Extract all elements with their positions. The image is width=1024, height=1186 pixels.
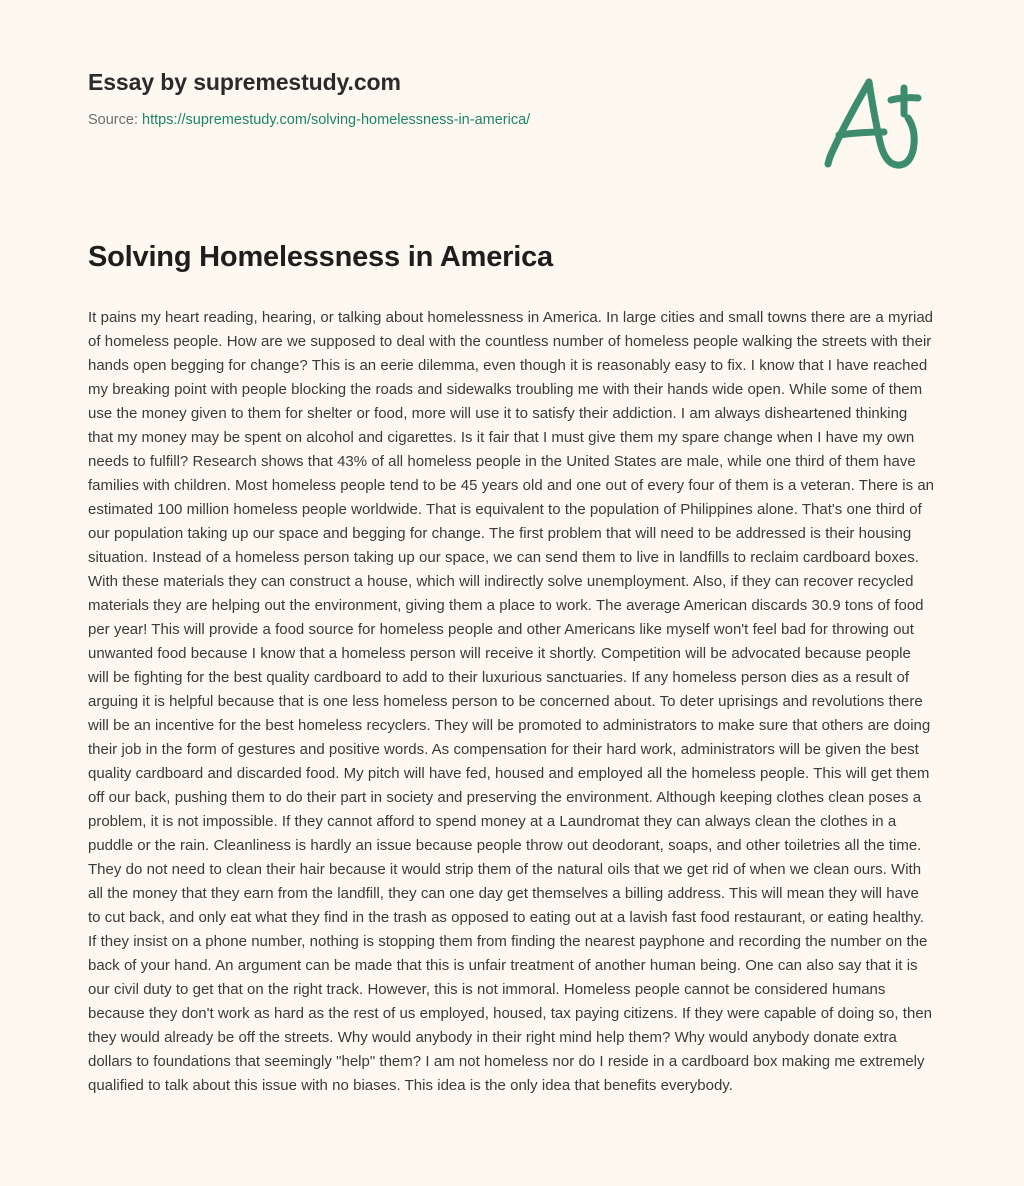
source-url-link[interactable]: https://supremestudy.com/solving-homelessness-in-america/ xyxy=(142,112,531,128)
article-title: Solving Homelessness in America xyxy=(88,241,553,273)
article xyxy=(88,238,938,1098)
a-plus-logo-icon xyxy=(812,72,930,176)
source-label: Source: xyxy=(88,112,138,128)
brand-block xyxy=(88,68,788,130)
document-header xyxy=(0,0,1024,200)
source-line xyxy=(88,110,788,130)
article-body-text: It pains my heart reading, hearing, or talking about homelessness in America. In large cities and small towns there are a myriad of homeless people. How are we supposed to deal with the countless number of homeless people walking the streets with their hands open begging for change? This is an eerie dilemma, even though it is reasonably easy to fix. I know that I have reached my breaking point with people blocking the roads and sidewalks troubling me with their hands wide open. While some of them use the money given to them for shelter or food, more will use it to satisfy their addiction. I am always disheartened thinking that my money may be spent on alcohol and cigarettes. Is it fair that I must give them my spare change when I have my own needs to fulfill? Research shows that 43% of all homeless people in the United States are male, while one third of them have families with children. Most homeless people tend to be 45 years old and one out of every four of them is a veteran. There is an estimated 100 million homeless people worldwide. That is equivalent to the population of Philippines alone. That's one third of our population taking up our space and begging for change. The first problem that will need to be addressed is their housing situation. Instead of a homeless person taking up our space, we can send them to live in landfills to reclaim cardboard boxes. With these materials they can construct a house, which will indirectly solve unemployment. Also, if they can recover recycled materials they are helping out the environment, giving them a place to work. The average American discards 30.9 tons of food per year! This will provide a food source for homeless people and other Americans like myself won't feel bad for throwing out unwanted food because I know that a homeless person will receive it shortly. Competition will be advocated because people will be fighting for the best quality cardboard to add to their luxurious sanctuaries. If any homeless person dies as a result of arguing it is helpful because that is one less homeless person to be concerned about. To deter uprisings and revolutions there will be an incentive for the best homeless recyclers. They will be promoted to administrators to make sure that others are doing their job in the form of gestures and positive words. As compensation for their hard work, administrators will be given the best quality cardboard and discarded food. My pitch will have fed, housed and employed all the homeless people. This will get them off our back, pushing them to do their part in society and preserving the environment. Although keeping clothes clean poses a problem, it is not impossible. If they cannot afford to spend money at a Laundromat they can always clean the clothes in a puddle or the rain. Cleanliness is hardly an issue because people throw out deodorant, soaps, and other toiletries all the time. They do not need to clean their hair because it would strip them of the natural oils that we get rid of when we clean ours. With all the money that they earn from the landfill, they can one day get themselves a billing address. This will mean they will have to cut back, and only eat what they find in the trash as opposed to eating out at a lavish fast food restaurant, or eating healthy. If they insist on a phone number, nothing is stopping them from finding the nearest payphone and recording the number on the back of your hand. An argument can be made that this is unfair treatment of another human being. One can also say that it is our civil duty to get that on the right track. However, this is not immoral. Homeless people cannot be considered humans because they don't work as hard as the rest of us employed, housed, tax paying citizens. If they were capable of doing so, then they would already be off the streets. Why would anybody in their right mind help them? Why would anybody donate extra dollars to foundations that seemingly "help" them? I am not homeless nor do I reside in a cardboard box making me extremely qualified to talk about this issue with no biases. This idea is the only idea that benefits everybody. xyxy=(88,309,935,1094)
a-plus-logo-svg xyxy=(812,72,930,176)
brand-title: Essay by supremestudy.com xyxy=(88,69,401,95)
